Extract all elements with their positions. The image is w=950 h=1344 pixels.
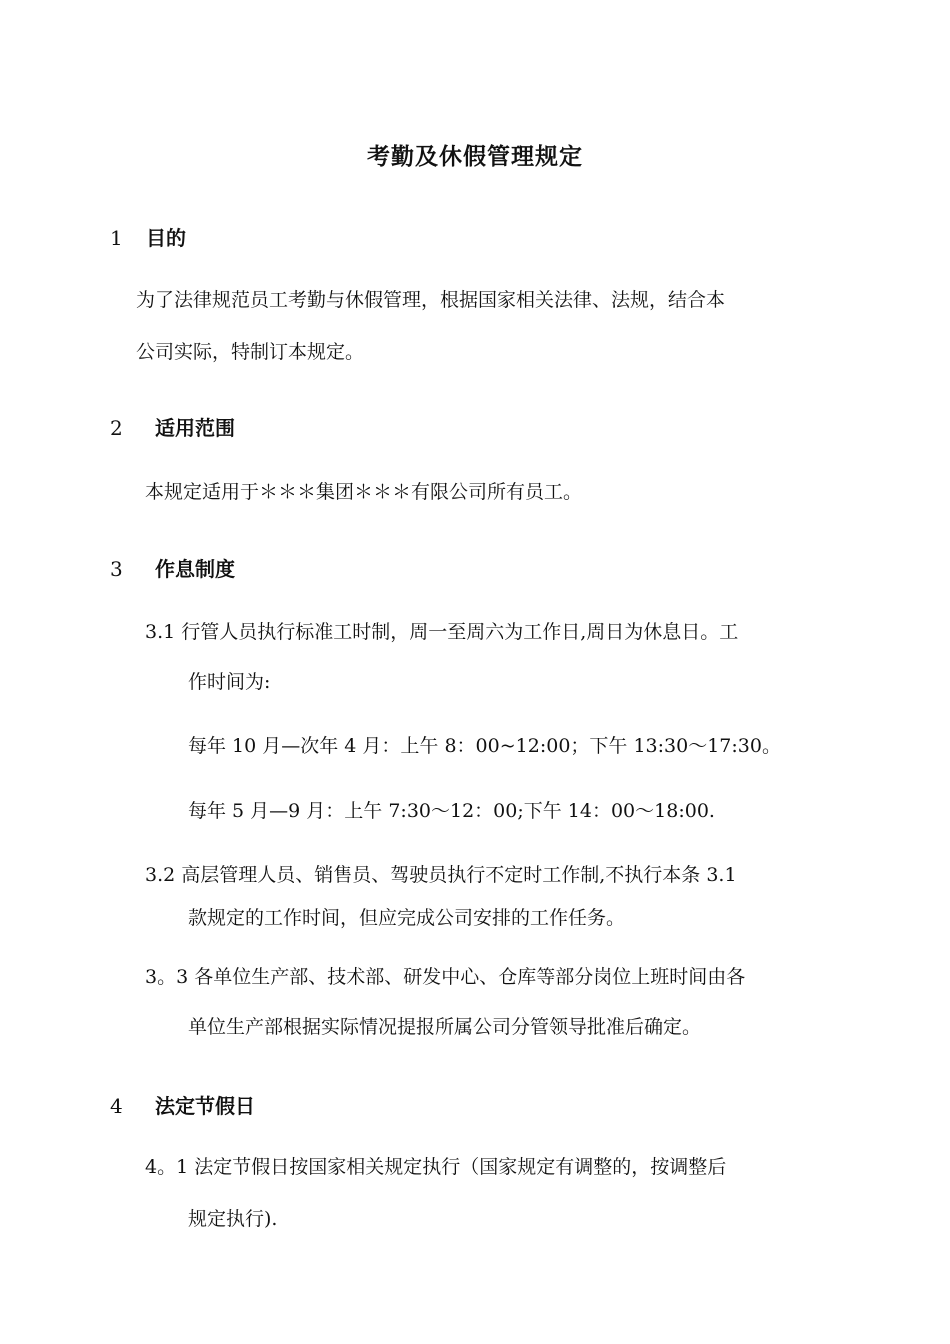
clause-line: 3.1 行管人员执行标准工时制，周一至周六为工作日,周日为休息日。工 xyxy=(145,621,739,643)
section-heading-2 xyxy=(110,412,235,441)
clause-line: 单位生产部根据实际情况提报所属公司分管领导批准后确定。 xyxy=(188,1016,702,1038)
section-number: 1 xyxy=(110,226,123,250)
section-number: 3 xyxy=(110,557,123,581)
schedule-line: 每年 10 月—次年 4 月：上午 8：00~12:00；下午 13:30～17:30。 xyxy=(188,735,781,757)
document-title: 考勤及休假管理规定 xyxy=(367,144,583,170)
clause-line: 规定执行). xyxy=(188,1208,278,1230)
section-number: 2 xyxy=(110,416,123,440)
clause-line: 款规定的工作时间，但应完成公司安排的工作任务。 xyxy=(188,907,626,929)
section-number: 4 xyxy=(110,1094,123,1118)
paragraph-line: 公司实际，特制订本规定。 xyxy=(136,341,365,363)
section-heading-3 xyxy=(110,553,235,582)
clause-line: 4。1 法定节假日按国家相关规定执行（国家规定有调整的，按调整后 xyxy=(145,1156,727,1178)
clause-line: 作时间为: xyxy=(188,671,271,693)
clause-line: 3。3 各单位生产部、技术部、研发中心、仓库等部分岗位上班时间由各 xyxy=(145,966,746,988)
section-title: 目的 xyxy=(146,226,186,250)
section-title: 作息制度 xyxy=(155,557,235,581)
paragraph-line: 本规定适用于＊＊＊集团＊＊＊有限公司所有员工。 xyxy=(145,481,583,503)
paragraph-line: 为了法律规范员工考勤与休假管理，根据国家相关法律、法规，结合本 xyxy=(136,289,726,311)
section-title: 适用范围 xyxy=(155,416,235,440)
section-title: 法定节假日 xyxy=(155,1094,255,1118)
section-heading-1 xyxy=(110,222,186,251)
schedule-line: 每年 5 月—9 月：上午 7:30～12：00;下午 14：00～18:00. xyxy=(188,800,715,822)
clause-line: 3.2 高层管理人员、销售员、驾驶员执行不定时工作制,不执行本条 3.1 xyxy=(145,864,737,886)
section-heading-4 xyxy=(110,1090,255,1119)
